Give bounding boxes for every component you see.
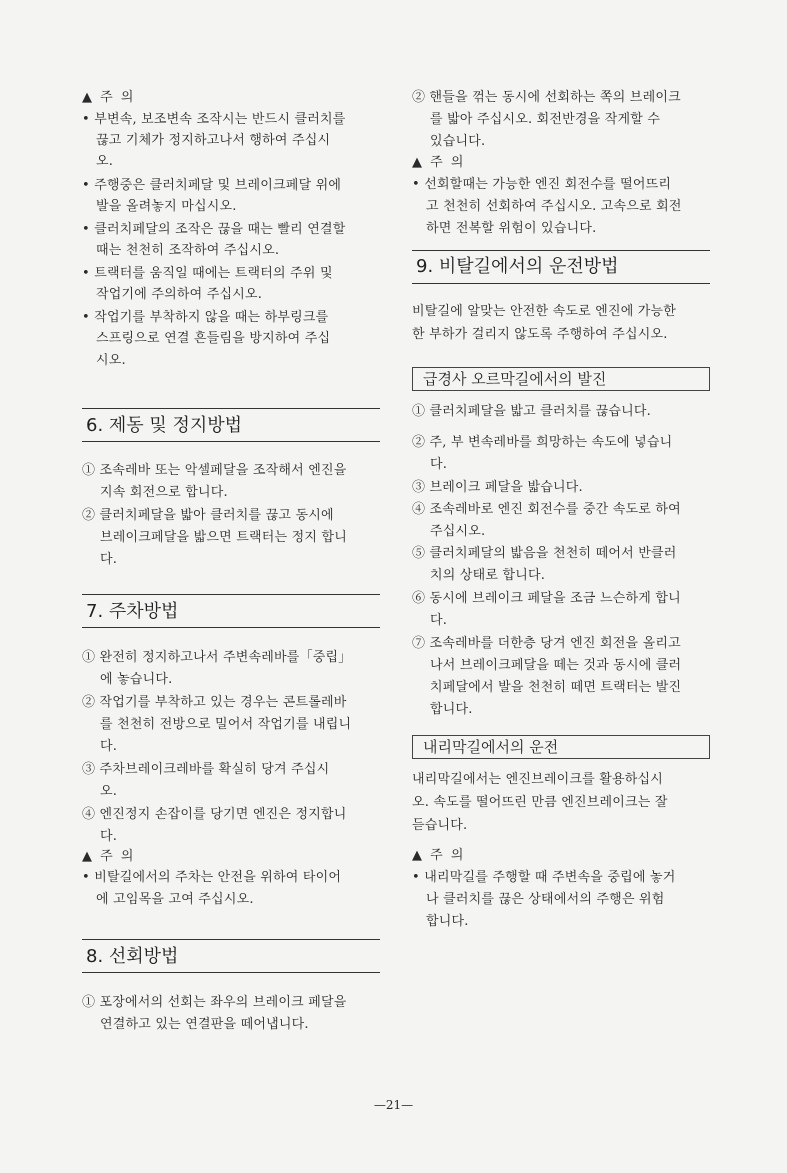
text-line: 다. [430, 613, 448, 628]
text-line: 주십시오. [430, 524, 486, 539]
text-line: 오. [96, 154, 114, 169]
text-line: ⑤ 클러치페달의 밟음을 천천히 떼어서 반클러 [412, 546, 677, 561]
text-line: 고 천천히 선회하여 주십시오. 고속으로 회전 [426, 199, 682, 214]
section-rule [412, 250, 710, 251]
text-line: ⑦ 조속레바를 더한층 당겨 엔진 회전을 올리고 [412, 636, 681, 651]
page-number: —21— [373, 1098, 414, 1112]
text-line: 다. [100, 739, 118, 754]
text-line: 있습니다. [430, 134, 486, 149]
text-line: 다. [430, 457, 448, 472]
text-line: 비탈길에 알맞는 안전한 속도로 엔진에 가능한 [412, 304, 677, 319]
text-line: 브레이크페달을 밟으면 트랙터는 정지 합니 [100, 530, 347, 545]
text-line: 치의 상태로 합니다. [430, 568, 546, 583]
text-line: • 부변속, 보조변속 조작시는 반드시 클러치를 [82, 112, 346, 127]
section-rule [82, 594, 380, 595]
text-line: 오. 속도를 떨어뜨린 만큼 엔진브레이크는 잘 [412, 795, 668, 810]
text-line: 발을 올려놓지 마십시오. [96, 199, 237, 214]
section-rule [82, 441, 380, 442]
text-line: ① 포장에서의 선회는 좌우의 브레이크 페달을 [82, 995, 347, 1010]
text-line: 다. [100, 552, 118, 567]
text-line: • 주행중은 클러치페달 및 브레이크페달 위에 [82, 178, 342, 193]
text-line: ① 클러치페달을 밟고 클러치를 끊습니다. [412, 404, 651, 419]
section-rule [82, 408, 380, 409]
subsection-box-uphill [412, 367, 710, 391]
text-line: ① 완전히 정지하고나서 주변속레바를「중립」 [82, 650, 352, 665]
text-line: ④ 조속레바로 엔진 회전수를 중간 속도로 하여 [412, 502, 681, 517]
text-line: ② 핸들을 꺾는 동시에 선회하는 쪽의 브레이크 [412, 90, 681, 105]
section-7-title: 7. 주차방법 [86, 601, 179, 622]
text-line: 다. [100, 829, 118, 844]
text-line: ② 주, 부 변속레바를 희망하는 속도에 넣습니 [412, 435, 673, 450]
subsection-title-downhill: 내리막길에서의 운전 [423, 738, 559, 756]
text-line: ⑥ 동시에 브레이크 페달을 조금 느슨하게 합니 [412, 591, 681, 606]
text-line: ④ 엔진정지 손잡이를 당기면 엔진은 정지합니 [82, 807, 347, 822]
text-line: 내리막길에서는 엔진브레이크를 활용하십시 [412, 772, 664, 787]
text-line: 합니다. [430, 702, 473, 717]
text-line: 나서 브레이크페달을 떼는 것과 동시에 클러 [430, 658, 682, 673]
text-line: 치페달에서 발을 천천히 떼면 트랙터는 발진 [430, 680, 682, 695]
caution-heading: ▲ 주 의 [82, 849, 136, 864]
text-line: 합니다. [426, 914, 469, 929]
section-9-title: 9. 비탈길에서의 운전방법 [416, 256, 619, 277]
text-line: 연결하고 있는 연결판을 떼어냅니다. [100, 1017, 309, 1032]
section-rule [82, 972, 380, 973]
text-line: 듣습니다. [412, 818, 468, 833]
text-line: • 클러치페달의 조작은 끊을 때는 빨리 연결할 [82, 222, 346, 237]
text-line: • 내리막길를 주행할 때 주변속을 중립에 놓거 [412, 870, 676, 885]
caution-heading: ▲ 주 의 [82, 90, 136, 105]
text-line: 나 클러치를 끊은 상태에서의 주행은 위험 [426, 892, 665, 907]
section-8-title: 8. 선회방법 [86, 946, 179, 967]
text-line: ② 작업기를 부착하고 있는 경우는 콘트롤레바 [82, 695, 347, 710]
text-line: 한 부하가 걸리지 않도록 주행하여 주십시오. [412, 327, 668, 342]
section-6-title: 6. 제동 및 정지방법 [86, 415, 243, 436]
text-line: 를 천천히 전방으로 밀어서 작업기를 내립니 [100, 717, 352, 732]
text-line: 시오. [96, 353, 126, 368]
text-line: • 트랙터를 움직일 때에는 트랙터의 주위 및 [82, 266, 333, 281]
section-rule [82, 627, 380, 628]
text-line: 에 놓습니다. [100, 672, 173, 687]
text-line: 지속 회전으로 합니다. [100, 485, 228, 500]
subsection-box-downhill [412, 735, 710, 759]
subsection-title-uphill: 급경사 오르막길에서의 발진 [423, 370, 607, 388]
text-line: 스프링으로 연결 흔들림을 방지하여 주십 [96, 331, 331, 346]
text-line: ③ 브레이크 페달을 밟습니다. [412, 480, 583, 495]
section-rule [82, 939, 380, 940]
text-line: • 비탈길에서의 주차는 안전을 위하여 타이어 [82, 870, 342, 885]
text-line: 에 고임목을 고여 주십시오. [96, 892, 254, 907]
text-line: 를 밟아 주십시오. 회전반경을 작게할 수 [430, 112, 661, 127]
caution-heading: ▲ 주 의 [412, 155, 466, 170]
text-line: • 선회할때는 가능한 엔진 회전수를 떨어뜨리 [412, 177, 672, 192]
text-line: ③ 주차브레이크레바를 확실히 당겨 주십시 [82, 762, 330, 777]
caution-heading: ▲ 주 의 [412, 848, 466, 863]
text-line: 하면 전복할 위험이 있습니다. [426, 221, 597, 236]
text-line: • 작업기를 부착하지 않을 때는 하부링크를 [82, 310, 329, 325]
text-line: ② 클러치페달을 밟아 클러치를 끊고 동시에 [82, 508, 334, 523]
text-line: 작업기에 주의하여 주십시오. [96, 287, 263, 302]
text-line: 끊고 기체가 정지하고나서 행하여 주십시 [96, 133, 331, 148]
section-rule [412, 283, 710, 284]
text-line: ① 조속레바 또는 악셀페달을 조작해서 엔진을 [82, 463, 347, 478]
text-line: 때는 천천히 조작하여 주십시오. [96, 243, 280, 258]
text-line: 오. [100, 784, 118, 799]
